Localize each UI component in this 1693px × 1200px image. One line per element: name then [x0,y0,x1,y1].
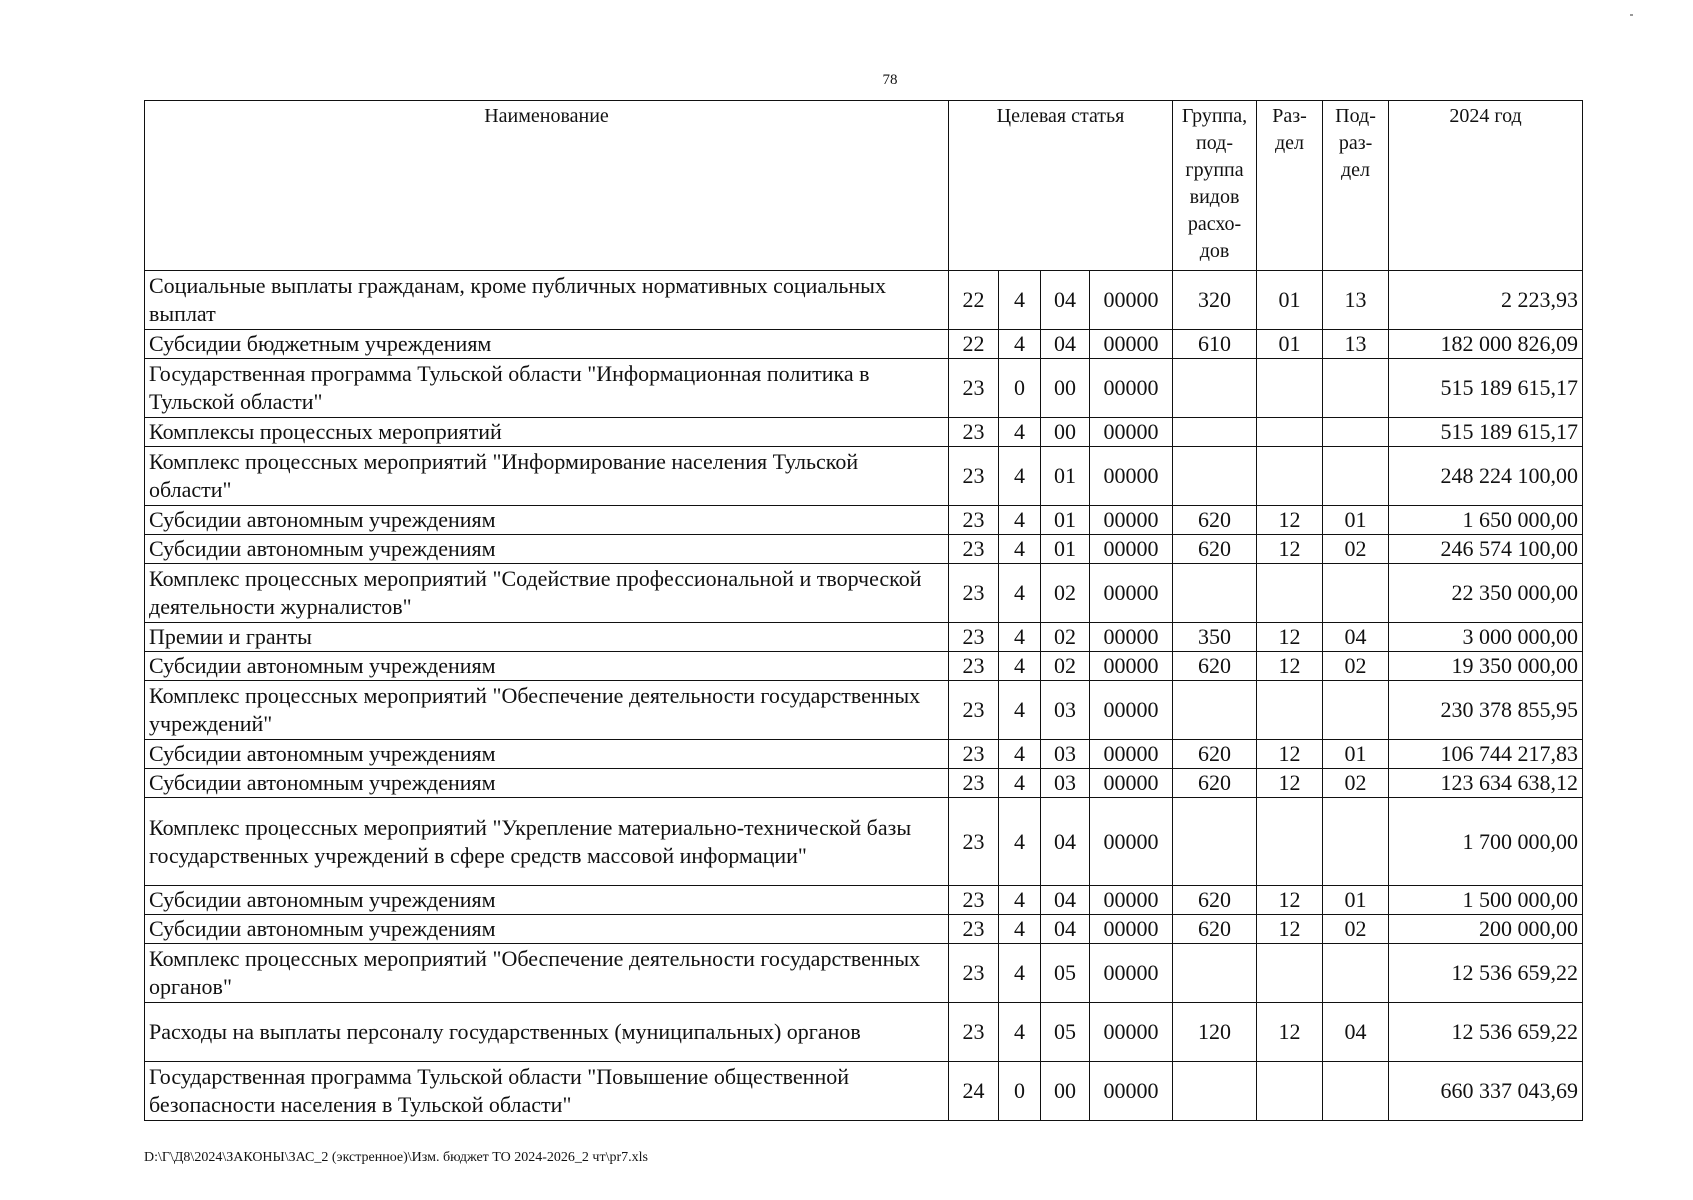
row-target-code-program: 23 [949,418,999,447]
row-group: 610 [1173,330,1257,359]
row-group [1173,418,1257,447]
row-section: 12 [1257,886,1323,915]
row-target-code-type: 4 [999,330,1041,359]
row-name: Комплекс процессных мероприятий "Обеспечение деятельности государственных органов" [145,944,949,1003]
row-subsection: 13 [1323,330,1389,359]
row-target-code-item: 04 [1041,271,1090,330]
row-target-code-program: 23 [949,447,999,506]
row-subsection: 13 [1323,271,1389,330]
row-amount: 22 350 000,00 [1389,564,1583,623]
row-target-code-direction: 00000 [1090,769,1173,798]
row-group [1173,944,1257,1003]
header-target-article: Целевая статья [949,101,1173,271]
row-target-code-program: 24 [949,1062,999,1121]
row-amount: 515 189 615,17 [1389,359,1583,418]
row-target-code-type: 0 [999,1062,1041,1121]
row-group: 620 [1173,886,1257,915]
row-target-code-item: 02 [1041,623,1090,652]
row-target-code-item: 03 [1041,740,1090,769]
row-target-code-program: 23 [949,915,999,944]
row-target-code-program: 23 [949,359,999,418]
page-number: 78 [882,72,898,88]
header-year: 2024 год [1389,101,1583,271]
table-row [145,681,1583,740]
row-subsection [1323,1062,1389,1121]
row-target-code-direction: 00000 [1090,886,1173,915]
row-section [1257,564,1323,623]
row-target-code-direction: 00000 [1090,740,1173,769]
row-target-code-type: 4 [999,652,1041,681]
row-target-code-direction: 00000 [1090,271,1173,330]
row-section: 12 [1257,652,1323,681]
row-target-code-direction: 00000 [1090,447,1173,506]
row-target-code-item: 01 [1041,447,1090,506]
row-target-code-item: 02 [1041,652,1090,681]
row-target-code-type: 4 [999,769,1041,798]
row-name: Комплексы процессных мероприятий [145,418,949,447]
row-section: 01 [1257,271,1323,330]
row-group: 350 [1173,623,1257,652]
row-amount: 12 536 659,22 [1389,944,1583,1003]
row-name: Субсидии автономным учреждениям [145,652,949,681]
row-target-code-program: 22 [949,271,999,330]
row-target-code-direction: 00000 [1090,418,1173,447]
row-section: 12 [1257,769,1323,798]
file-path-footer: D:\Г\Д8\2024\ЗАКОНЫ\ЗАС_2 (экстренное)\Изм. бюджет ТО 2024-2026_2 чт\pr7.xls [144,1150,648,1165]
row-subsection: 01 [1323,886,1389,915]
row-subsection: 04 [1323,623,1389,652]
row-target-code-program: 23 [949,535,999,564]
row-subsection [1323,944,1389,1003]
row-target-code-program: 23 [949,798,999,886]
row-subsection [1323,564,1389,623]
row-subsection [1323,447,1389,506]
table-row [145,798,1583,886]
table-row [145,271,1583,330]
row-target-code-direction: 00000 [1090,798,1173,886]
table-row [145,564,1583,623]
row-target-code-direction: 00000 [1090,652,1173,681]
row-target-code-direction: 00000 [1090,1003,1173,1062]
row-amount: 200 000,00 [1389,915,1583,944]
budget-table [144,100,1583,1121]
header-section: Раз- дел [1257,101,1323,271]
row-target-code-item: 05 [1041,944,1090,1003]
row-target-code-type: 4 [999,886,1041,915]
table-row [145,740,1583,769]
row-target-code-item: 00 [1041,359,1090,418]
row-subsection [1323,798,1389,886]
row-target-code-direction: 00000 [1090,944,1173,1003]
row-group: 620 [1173,506,1257,535]
row-target-code-type: 4 [999,1003,1041,1062]
row-section: 12 [1257,535,1323,564]
row-target-code-direction: 00000 [1090,330,1173,359]
row-subsection: 01 [1323,740,1389,769]
row-name: Субсидии автономным учреждениям [145,769,949,798]
row-target-code-type: 4 [999,535,1041,564]
row-group [1173,564,1257,623]
row-amount: 1 650 000,00 [1389,506,1583,535]
table-row [145,886,1583,915]
row-target-code-type: 4 [999,944,1041,1003]
row-group: 620 [1173,769,1257,798]
table-row [145,652,1583,681]
row-target-code-direction: 00000 [1090,359,1173,418]
scan-speck [1630,14,1633,16]
row-name: Расходы на выплаты персоналу государственных (муниципальных) органов [145,1003,949,1062]
row-amount: 230 378 855,95 [1389,681,1583,740]
row-target-code-item: 00 [1041,418,1090,447]
row-section [1257,681,1323,740]
row-section [1257,418,1323,447]
row-amount: 2 223,93 [1389,271,1583,330]
row-name: Субсидии автономным учреждениям [145,506,949,535]
row-name: Государственная программа Тульской области "Информационная политика в Тульской области" [145,359,949,418]
row-section [1257,944,1323,1003]
row-target-code-program: 23 [949,769,999,798]
row-amount: 515 189 615,17 [1389,418,1583,447]
row-target-code-direction: 00000 [1090,1062,1173,1121]
row-target-code-type: 4 [999,564,1041,623]
row-target-code-direction: 00000 [1090,623,1173,652]
row-amount: 12 536 659,22 [1389,1003,1583,1062]
row-target-code-program: 23 [949,886,999,915]
row-target-code-type: 0 [999,359,1041,418]
row-name: Субсидии автономным учреждениям [145,535,949,564]
row-target-code-program: 23 [949,944,999,1003]
row-name: Комплекс процессных мероприятий "Обеспечение деятельности государственных учреждений" [145,681,949,740]
row-section: 12 [1257,915,1323,944]
table-row [145,359,1583,418]
row-target-code-item: 00 [1041,1062,1090,1121]
row-name: Субсидии автономным учреждениям [145,886,949,915]
row-target-code-direction: 00000 [1090,915,1173,944]
row-section: 12 [1257,623,1323,652]
row-target-code-type: 4 [999,447,1041,506]
row-name: Комплекс процессных мероприятий "Укрепление материально-технической базы государственных учреждений в сфере средств массовой информации" [145,798,949,886]
row-group: 620 [1173,535,1257,564]
row-target-code-direction: 00000 [1090,681,1173,740]
table-row [145,418,1583,447]
table-header-row [145,101,1583,271]
row-target-code-item: 05 [1041,1003,1090,1062]
row-target-code-type: 4 [999,506,1041,535]
row-group: 320 [1173,271,1257,330]
row-amount: 3 000 000,00 [1389,623,1583,652]
row-target-code-item: 03 [1041,681,1090,740]
row-target-code-direction: 00000 [1090,564,1173,623]
table-row [145,535,1583,564]
header-subsection: Под- раз- дел [1323,101,1389,271]
row-group [1173,681,1257,740]
row-amount: 123 634 638,12 [1389,769,1583,798]
row-target-code-item: 04 [1041,886,1090,915]
row-section: 01 [1257,330,1323,359]
row-subsection: 02 [1323,769,1389,798]
row-amount: 182 000 826,09 [1389,330,1583,359]
row-section [1257,1062,1323,1121]
row-group: 120 [1173,1003,1257,1062]
row-subsection [1323,681,1389,740]
row-section: 12 [1257,506,1323,535]
row-target-code-program: 23 [949,681,999,740]
row-subsection [1323,359,1389,418]
row-name: Комплекс процессных мероприятий "Информирование населения Тульской области" [145,447,949,506]
row-name: Премии и гранты [145,623,949,652]
row-target-code-type: 4 [999,271,1041,330]
table-row [145,1062,1583,1121]
row-subsection: 02 [1323,915,1389,944]
row-target-code-program: 22 [949,330,999,359]
table-row [145,915,1583,944]
row-target-code-type: 4 [999,798,1041,886]
row-section: 12 [1257,740,1323,769]
row-amount: 248 224 100,00 [1389,447,1583,506]
table-row [145,330,1583,359]
row-target-code-item: 01 [1041,535,1090,564]
row-target-code-program: 23 [949,1003,999,1062]
row-name: Комплекс процессных мероприятий "Содействие профессиональной и творческой деятельности журналистов" [145,564,949,623]
row-target-code-program: 23 [949,506,999,535]
row-target-code-item: 03 [1041,769,1090,798]
row-section [1257,359,1323,418]
row-group: 620 [1173,740,1257,769]
row-target-code-program: 23 [949,564,999,623]
row-target-code-type: 4 [999,681,1041,740]
row-amount: 660 337 043,69 [1389,1062,1583,1121]
row-group: 620 [1173,652,1257,681]
row-section [1257,798,1323,886]
table-row [145,944,1583,1003]
row-target-code-direction: 00000 [1090,535,1173,564]
table-row [145,1003,1583,1062]
row-section [1257,447,1323,506]
row-target-code-item: 02 [1041,564,1090,623]
row-target-code-program: 23 [949,740,999,769]
row-amount: 1 700 000,00 [1389,798,1583,886]
row-target-code-type: 4 [999,740,1041,769]
row-name: Социальные выплаты гражданам, кроме публичных нормативных социальных выплат [145,271,949,330]
row-target-code-program: 23 [949,623,999,652]
header-name: Наименование [145,101,949,271]
row-target-code-direction: 00000 [1090,506,1173,535]
row-amount: 106 744 217,83 [1389,740,1583,769]
row-target-code-item: 04 [1041,798,1090,886]
row-section: 12 [1257,1003,1323,1062]
row-target-code-program: 23 [949,652,999,681]
table-row [145,447,1583,506]
row-subsection: 04 [1323,1003,1389,1062]
row-target-code-type: 4 [999,915,1041,944]
row-group [1173,798,1257,886]
row-amount: 246 574 100,00 [1389,535,1583,564]
row-target-code-item: 04 [1041,915,1090,944]
row-subsection: 02 [1323,535,1389,564]
row-subsection [1323,418,1389,447]
table-row [145,769,1583,798]
header-group: Группа, под- группа видов расхо- дов [1173,101,1257,271]
row-target-code-type: 4 [999,418,1041,447]
row-target-code-item: 04 [1041,330,1090,359]
row-name: Субсидии бюджетным учреждениям [145,330,949,359]
row-target-code-type: 4 [999,623,1041,652]
row-amount: 1 500 000,00 [1389,886,1583,915]
table-row [145,506,1583,535]
row-group [1173,359,1257,418]
row-group [1173,1062,1257,1121]
row-target-code-item: 01 [1041,506,1090,535]
row-subsection: 01 [1323,506,1389,535]
table-row [145,623,1583,652]
row-subsection: 02 [1323,652,1389,681]
row-group: 620 [1173,915,1257,944]
row-name: Государственная программа Тульской области "Повышение общественной безопасности населения в Тульской области" [145,1062,949,1121]
row-name: Субсидии автономным учреждениям [145,915,949,944]
row-amount: 19 350 000,00 [1389,652,1583,681]
row-name: Субсидии автономным учреждениям [145,740,949,769]
row-group [1173,447,1257,506]
